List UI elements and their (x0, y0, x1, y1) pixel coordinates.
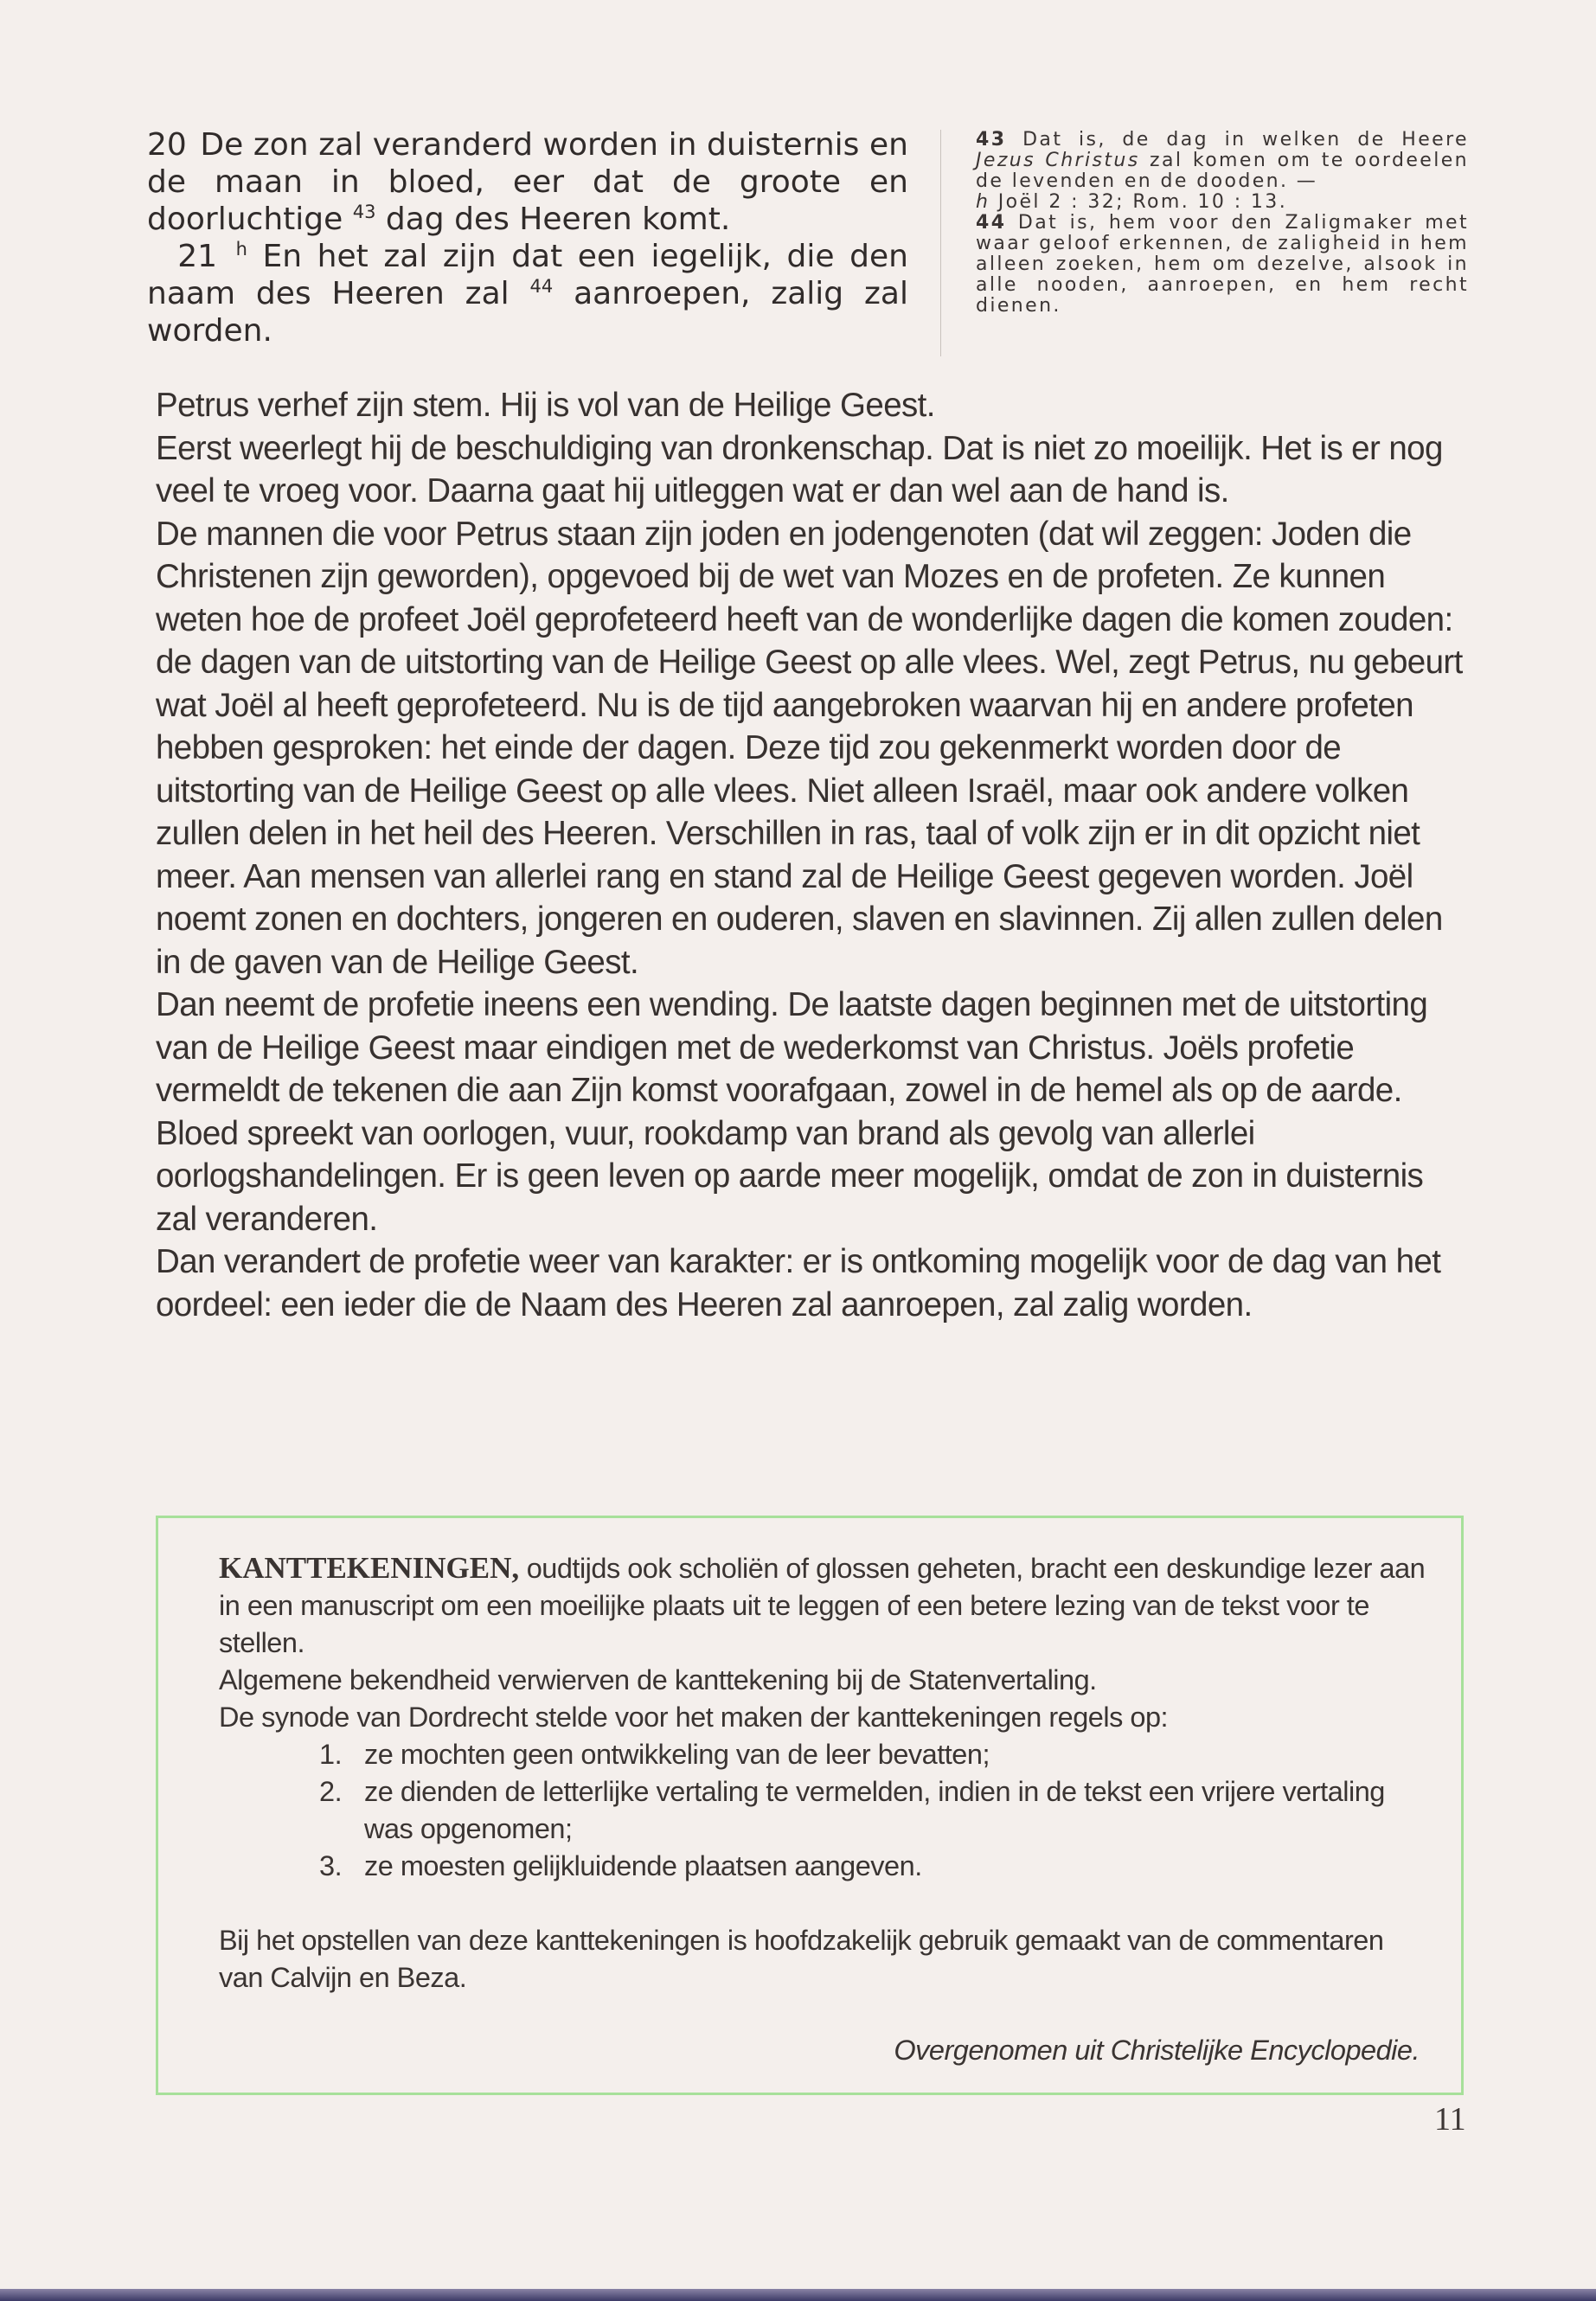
page-number: 11 (1434, 2101, 1466, 2138)
cross-reference (976, 192, 1469, 213)
note-text: Dat is, hem voor den Zaligmaker met waar geloof erkennen, de zaligheid in hem alleen zoeken, hem om dezelve, alsook in alle nooden, aanroepen, en hem recht dienen. (976, 212, 1469, 317)
list-text: ze dienden de letterlijke vertaling te vermelden, indien in de tekst een vrijere vertaling was opgenomen; (364, 1776, 1385, 1844)
source-attribution: Overgenomen uit Christelijke Encyclopedie. (894, 2035, 1420, 2066)
rules-list (219, 1736, 1430, 1885)
note-text: Dat is, de dag in welken de Heere (1022, 129, 1469, 151)
note-text: zal komen om te oordeelen de levenden en de dooden. — (976, 150, 1469, 192)
paragraph: Petrus verhef zijn stem. Hij is vol van de Heilige Geest. (156, 387, 935, 424)
commentary-text (156, 384, 1471, 1326)
paragraph: Dan verandert de profetie weer van karakter: er is ontkoming mogelijk voor de dag van het oordeel: een ieder die de Naam des Heeren zal aanroepen, zal zalig worden. (156, 1243, 1441, 1324)
note-43 (976, 130, 1469, 192)
footnote-ref[interactable]: 43 (352, 202, 376, 222)
note-44 (976, 213, 1469, 317)
marginal-notes (976, 130, 1469, 317)
bible-verses (147, 126, 908, 349)
box-intro-text: oudtijds ook scholiën of glossen geheten, bracht een deskundige lezer aan in een manuscript om een moeilijke plaats uit te leggen of een betere lezing van de tekst voor te stellen. (219, 1553, 1426, 1658)
list-text: ze moesten gelijkluidende plaatsen aangeven. (364, 1850, 922, 1881)
paragraph: Eerst weerlegt hij de beschuldiging van dronkenschap. Dat is niet zo moeilijk. Het is er nog veel te vroeg voor. Daarna gaat hij uitleggen wat er dan wel aan de hand is. (156, 429, 1443, 510)
verse-text: De zon zal veranderd worden in duisternis en de maan in bloed, eer dat de groote en doorluchtige (147, 127, 908, 237)
verse-number: 21 (177, 239, 217, 274)
footnote-ref[interactable]: 44 (529, 276, 554, 297)
kanttekeningen-box (156, 1516, 1464, 2095)
box-line: De synode van Dordrecht stelde voor het maken der kanttekeningen regels op: (219, 1702, 1169, 1733)
paragraph: Dan neemt de profetie ineens een wending. De laatste dagen beginnen met de uitstorting van de Heilige Geest maar eindigen met de wederkomst van Christus. Joëls profetie vermeldt de tekenen die aan Zijn komst voorafgaan, zowel in de hemel als op de aarde. (156, 986, 1428, 1109)
verse-text: dag des Heeren komt. (385, 202, 731, 237)
paragraph: De mannen die voor Petrus staan zijn joden en jodengenoten (dat wil zeggen: Joden die Christenen zijn geworden), opgevoed bij de wet van Mozes en de profeten. Ze kunnen weten hoe de profeet Joël geprofeteerd heeft van de wonderlijke dagen die komen zouden: de dagen van de uitstorting van de Heilige Geest op alle vlees. Wel, zegt Petrus, nu gebeurt wat Joël al heeft geprofeteerd. Nu is de tijd aangebroken waarvan hij en andere profeten hebben gesproken: het einde der dagen. Deze tijd zou gekenmerkt worden door de uitstorting van de Heilige Geest op alle vlees. Niet alleen Israël, maar ook andere volken zullen delen in het heil des Heeren. Verschillen in ras, taal of volk zijn er in dit opzicht niet meer. Aan mensen van allerlei rang en stand zal de Heilige Geest gegeven worden. Joël noemt zonen en dochters, jongeren en ouderen, slaven en slavinnen. Zij allen zullen delen in de gaven van de Heilige Geest. (156, 515, 1463, 981)
note-italic: Jezus Christus (976, 150, 1140, 171)
list-item (219, 1773, 1430, 1848)
list-number: 3. (319, 1850, 343, 1881)
spacer (219, 1885, 1430, 1922)
verse-21 (147, 238, 908, 349)
note-number: 44 (976, 212, 1007, 234)
verse-number: 20 (147, 127, 187, 163)
list-text: ze mochten geen ontwikkeling van de leer bevatten; (364, 1739, 990, 1770)
paragraph: Bloed spreekt van oorlogen, vuur, rookdamp van brand als gevolg van allerlei oorlogshandelingen. Er is geen leven op aarde meer mogelijk, omdat de zon in duisternis zal veranderen. (156, 1114, 1424, 1238)
box-closing: Bij het opstellen van deze kanttekeningen is hoofdzakelijk gebruik gemaakt van de commentaren van Calvijn en Beza. (219, 1925, 1384, 1993)
verse-text: En het zal zijn dat een iegelijk, die den naam des Heeren zal (147, 239, 908, 311)
cross-ref-marker[interactable]: h (235, 239, 247, 260)
column-divider (940, 130, 941, 356)
list-item (219, 1848, 1430, 1885)
list-item (219, 1736, 1430, 1773)
verse-20 (147, 126, 908, 238)
cross-ref-text: Joël 2 : 32; Rom. 10 : 13. (997, 191, 1288, 213)
verse-text: aanroepen, zalig zal worden. (147, 276, 908, 349)
list-number: 2. (319, 1776, 343, 1807)
list-number: 1. (319, 1739, 343, 1770)
box-line: Algemene bekendheid verwierven de kanttekening bij de Statenvertaling. (219, 1664, 1097, 1695)
cross-ref-letter: h (976, 191, 990, 213)
box-intro (219, 1549, 1430, 1662)
box-heading: KANTTEKENINGEN, (219, 1551, 520, 1585)
note-number: 43 (976, 129, 1007, 151)
box-content (219, 1549, 1430, 1997)
scan-edge (0, 2289, 1596, 2301)
